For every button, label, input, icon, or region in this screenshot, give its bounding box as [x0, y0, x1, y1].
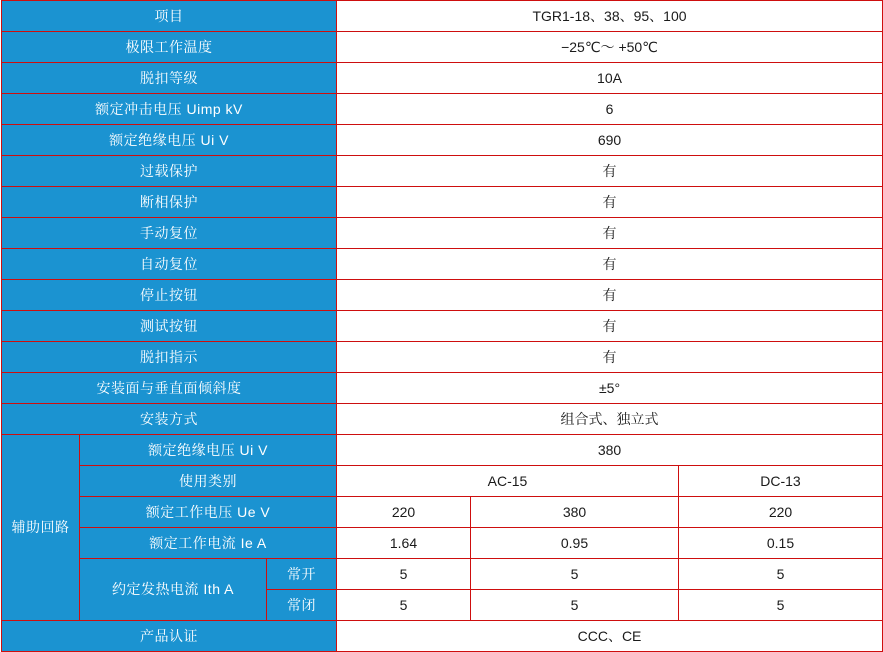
- aux-row-label: 使用类别: [80, 466, 337, 497]
- thermal-value: 5: [337, 590, 471, 621]
- thermal-value: 5: [471, 559, 679, 590]
- row-label: 安装方式: [2, 404, 337, 435]
- row-label: 测试按钮: [2, 311, 337, 342]
- aux-row-value: 1.64: [337, 528, 471, 559]
- aux-row-value: 220: [679, 497, 883, 528]
- row-label: 过载保护: [2, 156, 337, 187]
- row-value: 有: [337, 156, 883, 187]
- row-label: 断相保护: [2, 187, 337, 218]
- row-value: 有: [337, 187, 883, 218]
- thermal-label: 约定发热电流 Ith A: [80, 559, 267, 621]
- aux-row-label: 额定绝缘电压 Ui V: [80, 435, 337, 466]
- table-row-aux: [2, 466, 883, 497]
- table-row: [2, 311, 883, 342]
- row-value: 有: [337, 280, 883, 311]
- aux-row-value: 0.95: [471, 528, 679, 559]
- thermal-sub-label: 常闭: [267, 590, 337, 621]
- row-value: −25℃～ +50℃: [337, 32, 883, 63]
- aux-row-value: 220: [337, 497, 471, 528]
- row-value: 有: [337, 342, 883, 373]
- row-label: 产品认证: [2, 621, 337, 652]
- aux-row-value: 380: [337, 435, 883, 466]
- aux-row-value: 380: [471, 497, 679, 528]
- table-row-aux: [2, 528, 883, 559]
- aux-row-label: 额定工作电流 Ie A: [80, 528, 337, 559]
- table-row: [2, 373, 883, 404]
- table-row: [2, 187, 883, 218]
- row-label: 手动复位: [2, 218, 337, 249]
- row-value: ±5°: [337, 373, 883, 404]
- row-value: TGR1-18、38、95、100: [337, 1, 883, 32]
- row-value: 690: [337, 125, 883, 156]
- row-label: 停止按钮: [2, 280, 337, 311]
- table-row: [2, 404, 883, 435]
- row-label: 脱扣等级: [2, 63, 337, 94]
- thermal-sub-label: 常开: [267, 559, 337, 590]
- thermal-value: 5: [679, 590, 883, 621]
- row-value: 6: [337, 94, 883, 125]
- specification-table: [1, 0, 883, 652]
- row-label: 极限工作温度: [2, 32, 337, 63]
- table-row: [2, 280, 883, 311]
- table-row: [2, 218, 883, 249]
- aux-group-label: 辅助回路: [2, 435, 80, 621]
- aux-row-value: DC-13: [679, 466, 883, 497]
- row-value: 有: [337, 249, 883, 280]
- table-row: [2, 94, 883, 125]
- table-row: [2, 249, 883, 280]
- table-row-thermal: [2, 559, 883, 590]
- table-row: [2, 125, 883, 156]
- table-row: [2, 342, 883, 373]
- row-label: 脱扣指示: [2, 342, 337, 373]
- row-value: 有: [337, 311, 883, 342]
- table-row-aux: [2, 497, 883, 528]
- row-label: 额定绝缘电压 Ui V: [2, 125, 337, 156]
- table-row: [2, 32, 883, 63]
- aux-row-label: 额定工作电压 Ue V: [80, 497, 337, 528]
- row-value: 10A: [337, 63, 883, 94]
- row-label: 额定冲击电压 Uimp kV: [2, 94, 337, 125]
- row-label: 项目: [2, 1, 337, 32]
- thermal-value: 5: [471, 590, 679, 621]
- row-label: 自动复位: [2, 249, 337, 280]
- table-row: [2, 63, 883, 94]
- row-label: 安装面与垂直面倾斜度: [2, 373, 337, 404]
- row-value: 有: [337, 218, 883, 249]
- thermal-value: 5: [337, 559, 471, 590]
- row-value: 组合式、独立式: [337, 404, 883, 435]
- aux-row-value: AC-15: [337, 466, 679, 497]
- thermal-value: 5: [679, 559, 883, 590]
- table-row-aux: [2, 435, 883, 466]
- table-row: [2, 1, 883, 32]
- row-value: CCC、CE: [337, 621, 883, 652]
- aux-row-value: 0.15: [679, 528, 883, 559]
- table-row: [2, 156, 883, 187]
- table-row-footer: [2, 621, 883, 652]
